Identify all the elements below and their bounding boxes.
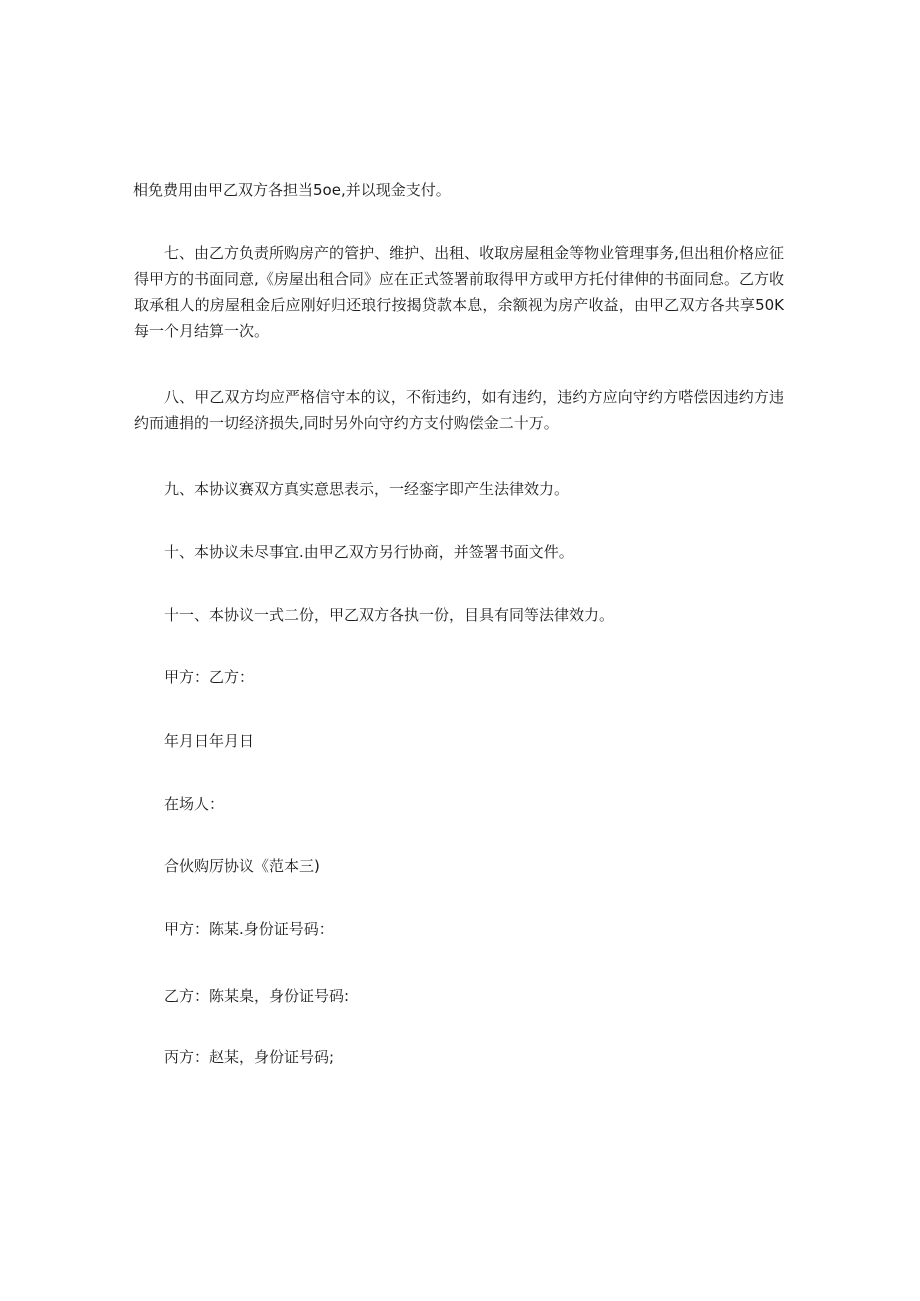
continuation-line: 相免费用由甲乙双方各担当5oe,并以现金支付。 [133,181,451,199]
party-c-line: 丙方：赵某，身份证号码; [164,1048,335,1066]
clause-11: 十一、本协议一式二份，甲乙双方各执一份，目具有同等法律效力。 [164,606,615,624]
clause-10: 十、本协议未尽事宜.由甲乙双方另行协商，并签署书面文件。 [164,543,574,561]
clause-8: 八、甲乙双方均应严格信守本的议，不衔违约，如有违约，违约方应向守约方嗒偿因违约方违约而逋捐的一切经济损失,同时另外向守约方支付购偿金二十万。 [134,388,784,432]
clause-7: 七、由乙方负责所购房产的管护、维护、出租、收取房屋租金等物业管理事务,但出租价格应征得甲方的书面同意,《房屋出租合同》应在正式签署前取得甲方或甲方托付律伸的书面同怠。乙方收取承租人的房屋租金后应刚好归还琅行按揭贷款本息，余额视为房产收益，由甲乙双方各共享50K每一个月结算一次。 [134,244,784,340]
signature-parties: 甲方：乙方： [164,668,255,686]
party-b-line: 乙方：陈某臬，身份证号码: [164,987,350,1005]
party-a-line: 甲方：陈某.身份证号码： [164,920,334,938]
witness-label: 在场人： [164,795,225,813]
section-title: 合伙购厉协议《范本三) [164,857,320,875]
signature-dates: 年月日年月日 [164,732,255,750]
clause-9: 九、本协议赛双方真实意思表示，一经銮字即产生法律效力。 [164,480,570,498]
